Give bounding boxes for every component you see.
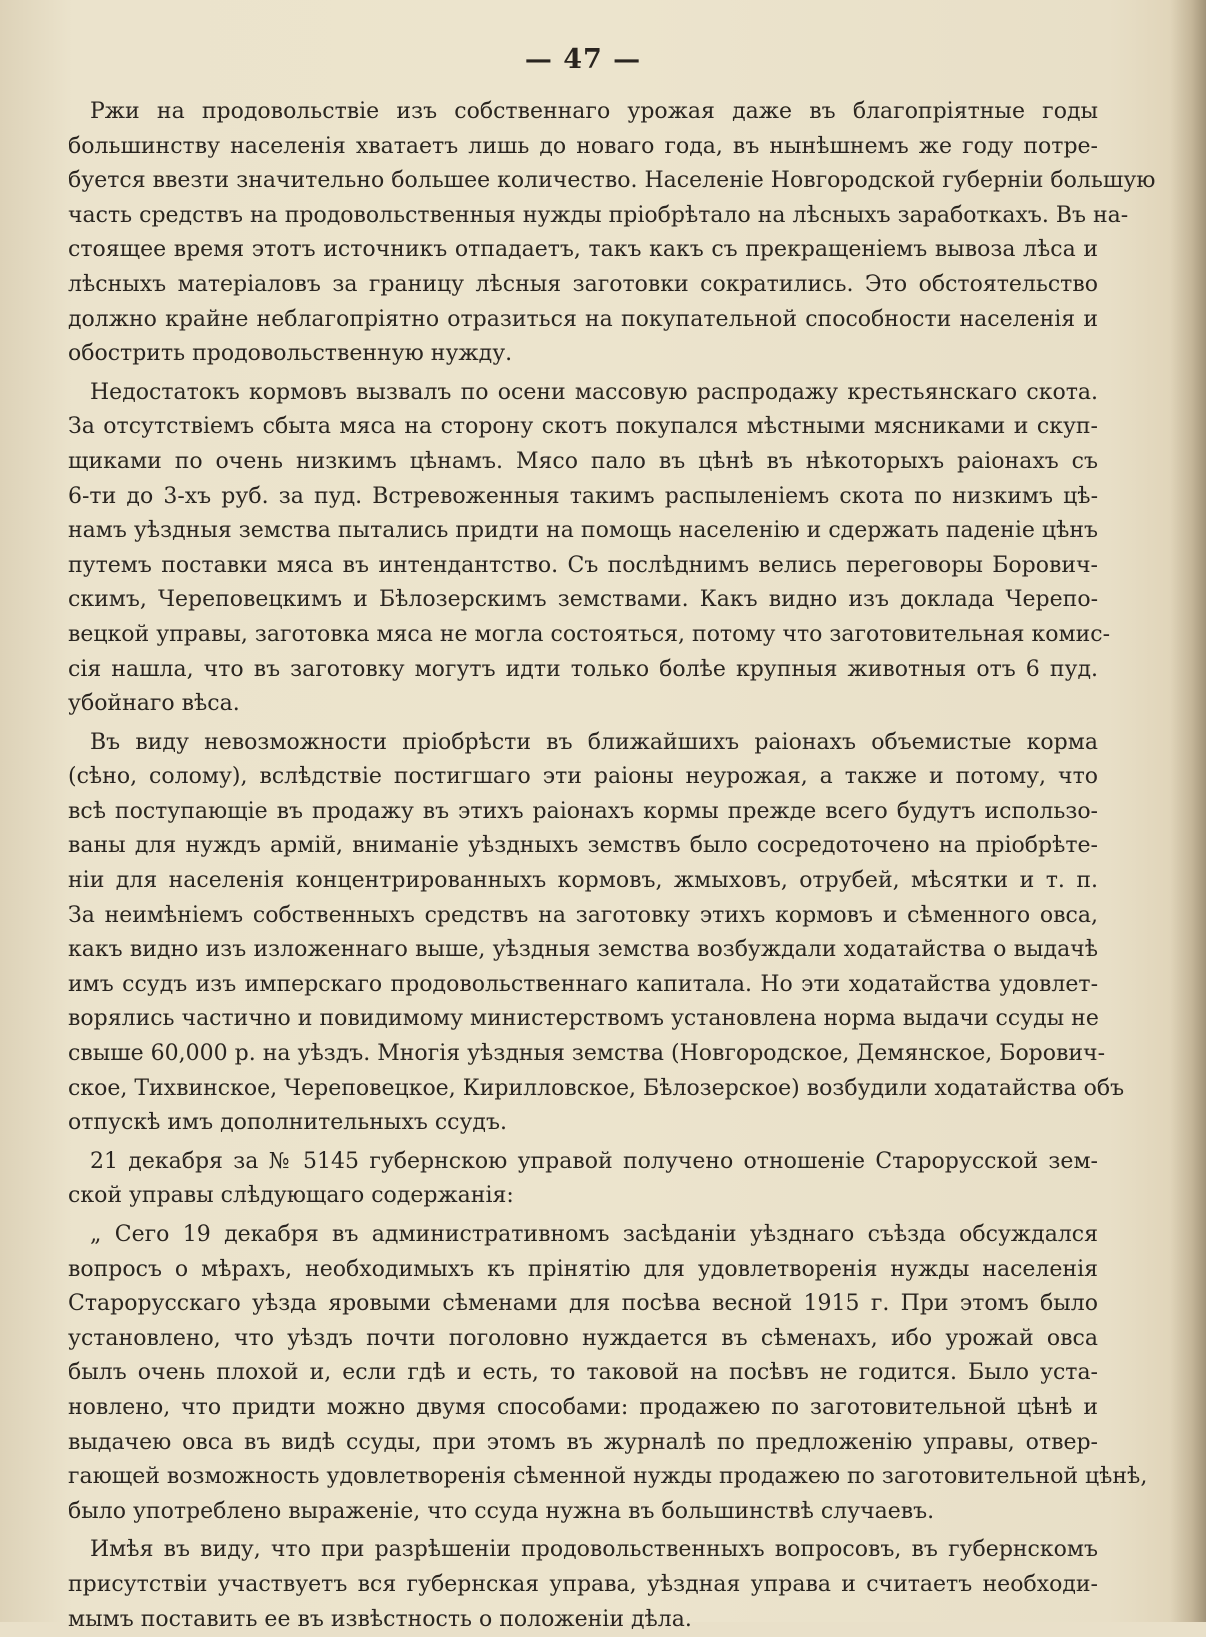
text-line: часть средствъ на продовольственныя нужды пріобрѣтало на лѣсныхъ заработкахъ. Въ на- (68, 202, 1129, 228)
text-line: убойнаго вѣса. (68, 691, 240, 717)
paragraph (68, 1218, 1148, 1529)
text-line: За отсутствіемъ сбыта мяса на сторону скотъ покупался мѣстными мясниками и скуп- (68, 414, 1098, 440)
text-line: какъ видно изъ изложеннаго выше, уѣздныя земства возбуждали ходатайства о выдачѣ (68, 937, 1098, 963)
paragraph (68, 1145, 1098, 1214)
text-line: 6-ти до 3-хъ руб. за пуд. Встревоженныя такимъ распыленіемъ скота по низкимъ цѣ- (68, 483, 1098, 509)
text-line: скимъ, Череповецкимъ и Бѣлозерскимъ земствами. Какъ видно изъ доклада Черепо- (68, 587, 1098, 613)
text-line: щиками по очень низкимъ цѣнамъ. Мясо пало въ цѣнѣ въ нѣкоторыхъ раіонахъ съ (68, 448, 1098, 474)
text-line: Ржи на продовольствіе изъ собственнаго урожая даже въ благопріятные годы (90, 99, 1098, 124)
text-line: было употреблено выраженіе, что ссуда нужна въ большинствѣ случаевъ. (68, 1498, 935, 1524)
text-line: „ Сего 19 декабря въ административномъ засѣданіи уѣзднаго съѣзда обсуждался (90, 1222, 1098, 1247)
text-line: должно крайне неблагопріятно отразиться на покупательной способности населенія и (68, 306, 1098, 332)
text-line: (сѣно, солому), вслѣдствіе постигшаго эти раіоны неурожая, а также и потому, что (68, 764, 1098, 790)
text-line: Имѣя въ виду, что при разрѣшеніи продовольственныхъ вопросовъ, въ губернскомъ (90, 1537, 1098, 1563)
text-line: Старорусскаго уѣзда яровыми сѣменами для посѣва весной 1915 г. При этомъ было (68, 1291, 1098, 1317)
text-line: ваны для нуждъ армій, вниманіе уѣздныхъ земствъ было сосредоточено на пріобрѣте- (68, 833, 1098, 859)
text-line: путемъ поставки мяса въ интендантство. Съ послѣднимъ велись переговоры Борович- (68, 552, 1098, 578)
text-line: ское, Тихвинское, Череповецкое, Кирилловское, Бѣлозерское) возбудили ходатайства объ (68, 1075, 1125, 1101)
text-line: гающей возможность удовлетворенія сѣменной нужды продажею по заготовительной цѣнѣ, (68, 1464, 1148, 1490)
text-line: стоящее время этотъ источникъ отпадаетъ, такъ какъ съ прекращеніемъ вывоза лѣса и (68, 237, 1098, 263)
book-gutter-shadow (1170, 0, 1206, 1622)
paragraph (68, 726, 1125, 1141)
text-line: сія нашла, что въ заготовку могутъ идти только болѣе крупныя животныя отъ 6 пуд. (68, 656, 1098, 682)
text-line: присутствіи участвуетъ вся губернская управа, уѣздная управа и считаетъ необходи- (68, 1571, 1098, 1597)
paragraph (68, 376, 1111, 722)
text-line: вопросъ о мѣрахъ, необходимыхъ къ прінятію для удовлетворенія нужды населенія (68, 1256, 1098, 1282)
text-line: Въ виду невозможности пріобрѣсти въ ближайшихъ раіонахъ объемистые корма (90, 729, 1098, 755)
text-line: ніи для населенія концентрированныхъ кормовъ, жмыховъ, отрубей, мѣсятки и т. п. (68, 868, 1098, 894)
text-line: мымъ поставить ее въ извѣстность о положеніи дѣла. (68, 1606, 692, 1632)
text-line: Недостатокъ кормовъ вызвалъ по осени массовую распродажу крестьянскаго скота. (90, 379, 1098, 405)
text-line: новлено, что придти можно двумя способами: продажею по заготовительной цѣнѣ и (68, 1394, 1098, 1420)
text-line: всѣ поступающіе въ продажу въ этихъ раіонахъ кормы прежде всего будутъ использо- (68, 798, 1098, 824)
text-line: 21 декабря за № 5145 губернскою управой получено отношеніе Старорусской зем- (90, 1148, 1098, 1174)
text-line: За неимѣніемъ собственныхъ средствъ на заготовку этихъ кормовъ и сѣменного овса, (68, 902, 1098, 928)
text-line: буется ввезти значительно большее количество. Населеніе Новгородской губерніи большую (68, 168, 1156, 194)
document-body (68, 95, 1156, 1637)
paragraph (68, 95, 1156, 372)
text-line: большинству населенія хватаетъ лишь до новаго года, въ нынѣшнемъ же году потре- (68, 133, 1098, 159)
text-line: былъ очень плохой и, если гдѣ и есть, то таковой на посѣвъ не годится. Было уста- (68, 1360, 1098, 1386)
text-line: намъ уѣздныя земства пытались придти на помощь населенію и сдержать паденіе цѣнъ (68, 518, 1098, 544)
text-line: обострить продовольственную нужду. (68, 341, 513, 367)
text-line: отпускѣ имъ дополнительныхъ ссудъ. (68, 1110, 507, 1136)
page-number: — 47 — (524, 44, 642, 75)
text-line: вецкой управы, заготовка мяса не могла состояться, потому что заготовительная комис- (68, 621, 1111, 647)
text-line: лѣсныхъ матеріаловъ за границу лѣсныя заготовки сократились. Это обстоятельство (68, 271, 1098, 297)
text-line: имъ ссудъ изъ имперскаго продовольственнаго капитала. Но эти ходатайства удовлет- (68, 971, 1098, 997)
text-line: выдачею овса въ видѣ ссуды, при этомъ въ журналѣ по предложенію управы, отвер- (68, 1429, 1098, 1455)
text-line: установлено, что уѣздъ почти поголовно нуждается въ сѣменахъ, ибо урожай овса (68, 1325, 1098, 1351)
text-line: свыше 60,000 р. на уѣздъ. Многія уѣздныя земства (Новгородское, Демянское, Борович- (68, 1041, 1106, 1067)
text-line: ской управы слѣдующаго содержанія: (68, 1183, 514, 1209)
text-line: ворялись частично и повидимому министерствомъ установлена норма выдачи ссуды не (68, 1006, 1099, 1032)
paragraph (68, 1533, 1098, 1637)
